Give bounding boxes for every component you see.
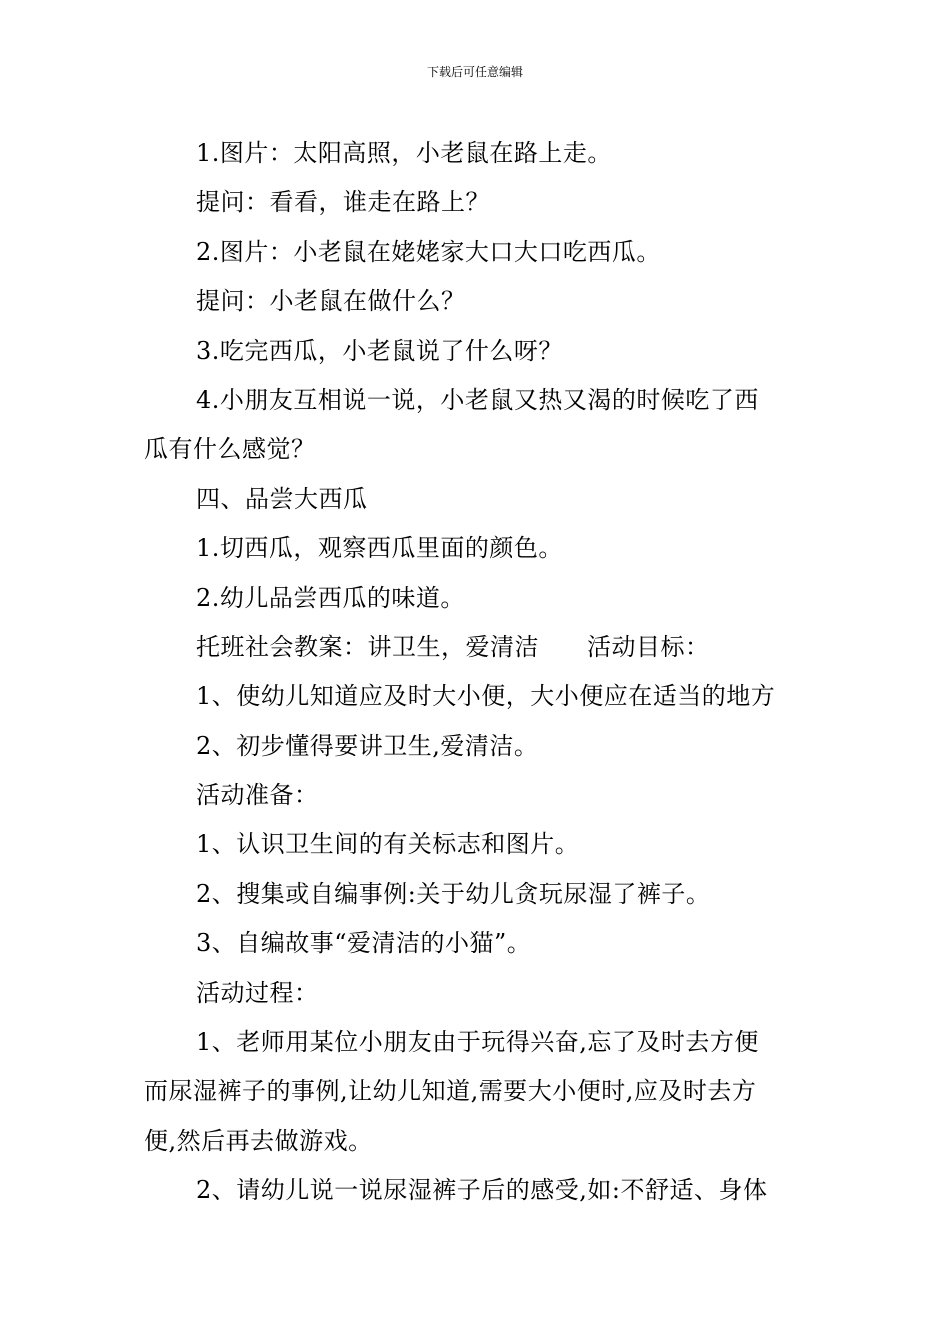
paragraph: 2.幼儿品尝西瓜的味道。 [196, 583, 465, 612]
paragraph: 1、认识卫生间的有关标志和图片。 [196, 830, 580, 859]
paragraph-continuation: 瓜有什么感觉？ [144, 435, 316, 464]
paragraph: 1、使幼儿知道应及时大小便，大小便应在适当的地方 [196, 682, 776, 711]
objectives-heading: 活动目标： [587, 632, 710, 661]
paragraph [144, 623, 816, 672]
paragraph: 提问：小老鼠在做什么？ [196, 287, 466, 316]
paragraph: 1.切西瓜，观察西瓜里面的颜色。 [196, 534, 563, 563]
paragraph-continuation: 便,然后再去做游戏。 [144, 1126, 373, 1155]
page-header: 下载后可任意编辑 [426, 65, 523, 79]
lesson-title: 托班社会教案：讲卫生，爱清洁 [196, 632, 539, 661]
paragraph: 2.图片：小老鼠在姥姥家大口大口吃西瓜。 [196, 237, 661, 266]
paragraph: 3、自编故事“爱清洁的小猫”。 [196, 929, 532, 958]
paragraph: 2、初步懂得要讲卫生,爱清洁。 [196, 731, 539, 760]
section-heading: 活动过程： [196, 978, 319, 1007]
section-heading: 活动准备： [196, 781, 319, 810]
paragraph: 2、搜集或自编事例:关于幼儿贪玩尿湿了裤子。 [196, 879, 711, 908]
paragraph: 4.小朋友互相说一说，小老鼠又热又渴的时候吃了西 [196, 385, 759, 414]
paragraph: 1、老师用某位小朋友由于玩得兴奋,忘了及时去方便 [196, 1028, 759, 1057]
paragraph: 提问：看看，谁走在路上？ [196, 188, 490, 217]
paragraph-continuation: 而尿湿裤子的事例,让幼儿知道,需要大小便时,应及时去方 [144, 1077, 757, 1106]
paragraph: 2、请幼儿说一说尿湿裤子后的感受,如:不舒适、身体 [196, 1176, 768, 1205]
paragraph: 1.图片：太阳高照，小老鼠在路上走。 [196, 139, 612, 167]
section-heading: 四、品尝大西瓜 [196, 484, 368, 513]
paragraph: 3.吃完西瓜，小老鼠说了什么呀？ [196, 336, 563, 365]
document-body [144, 129, 816, 1216]
